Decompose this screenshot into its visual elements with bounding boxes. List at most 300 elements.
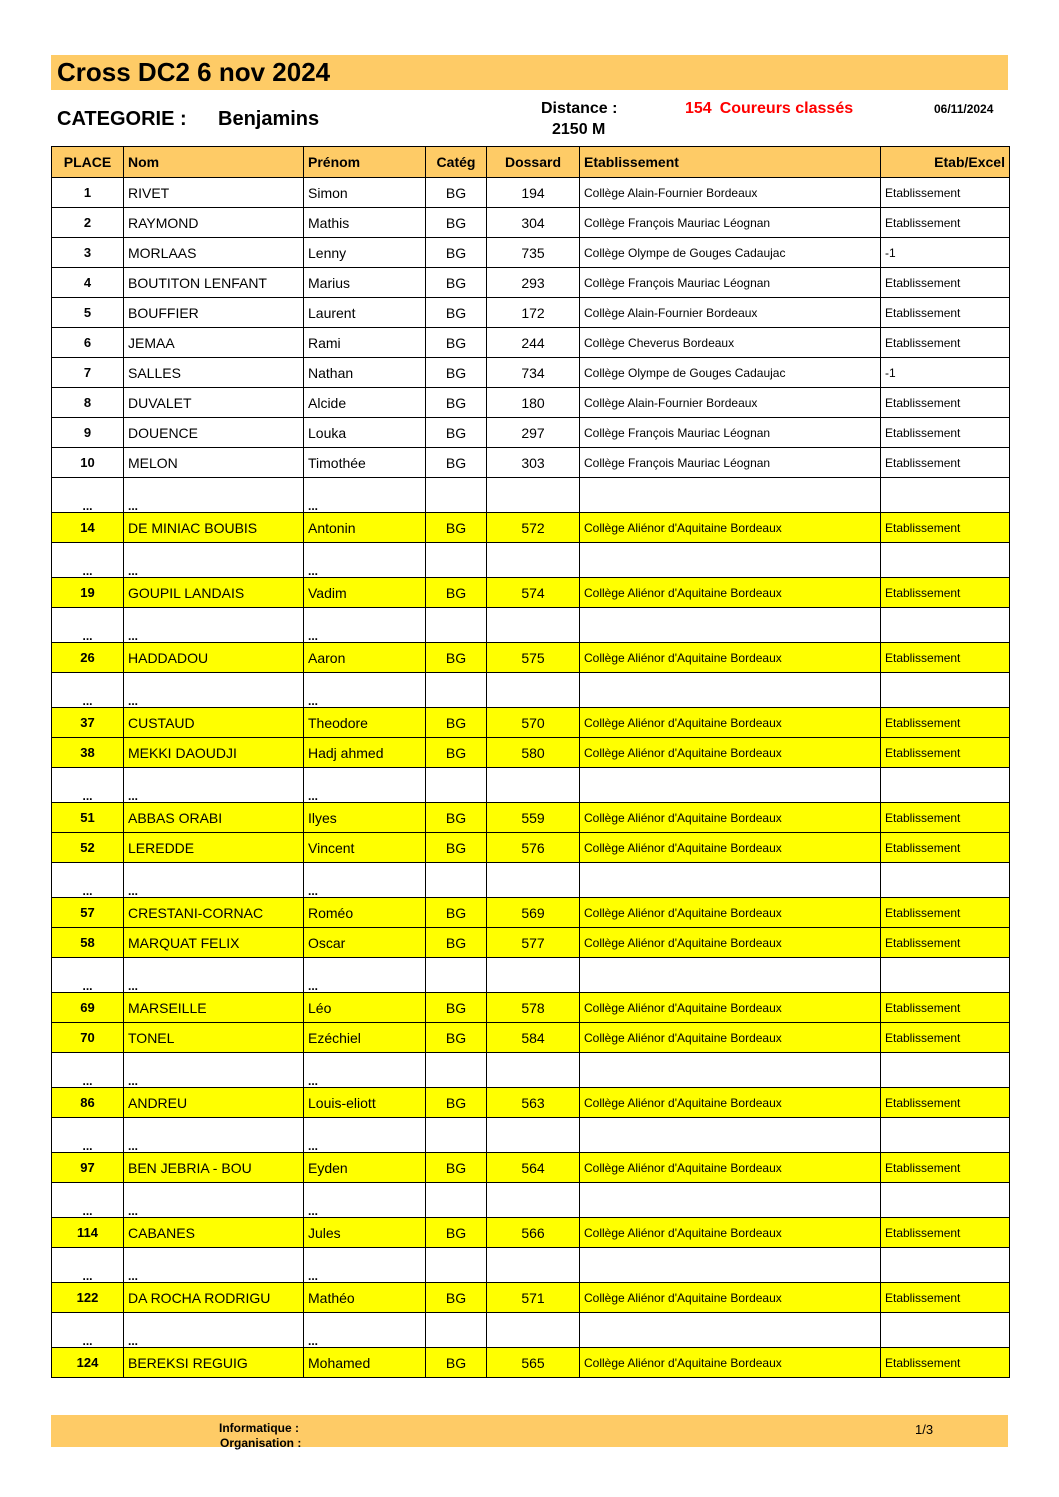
place-cell: 114 [52, 1218, 124, 1248]
prenom-cell: Vadim [304, 578, 426, 608]
empty-cell [881, 1118, 1010, 1153]
categ-cell: BG [426, 803, 487, 833]
etab-excel-cell: Etablissement [881, 993, 1010, 1023]
ellipsis-cell: ... [304, 478, 426, 513]
table-row [52, 993, 1010, 1023]
etab-excel-cell: Etablissement [881, 578, 1010, 608]
empty-cell [881, 673, 1010, 708]
distance-label: Distance : [541, 100, 618, 117]
ellipsis-cell: ... [304, 608, 426, 643]
nom-cell: MEKKI DAOUDJI [124, 738, 304, 768]
prenom-cell: Roméo [304, 898, 426, 928]
etab-excel-cell: Etablissement [881, 738, 1010, 768]
empty-cell [426, 958, 487, 993]
nom-cell: LEREDDE [124, 833, 304, 863]
categ-cell: BG [426, 898, 487, 928]
ellipsis-cell: ... [52, 863, 124, 898]
prenom-cell: Nathan [304, 358, 426, 388]
place-cell: 26 [52, 643, 124, 673]
prenom-cell: Oscar [304, 928, 426, 958]
ellipsis-cell: ... [52, 673, 124, 708]
empty-cell [487, 1183, 580, 1218]
nom-cell: ANDREU [124, 1088, 304, 1118]
dossard-cell: 194 [487, 178, 580, 208]
etablissement-cell: Collège Aliénor d'Aquitaine Bordeaux [580, 513, 881, 543]
ellipsis-cell: ... [124, 958, 304, 993]
empty-cell [426, 543, 487, 578]
empty-cell [487, 958, 580, 993]
prenom-cell: Jules [304, 1218, 426, 1248]
etab-excel-cell: Etablissement [881, 928, 1010, 958]
dossard-cell: 304 [487, 208, 580, 238]
etablissement-cell: Collège Aliénor d'Aquitaine Bordeaux [580, 1023, 881, 1053]
categ-cell: BG [426, 1348, 487, 1378]
category-value: Benjamins [218, 108, 320, 130]
nom-cell: RIVET [124, 178, 304, 208]
nom-cell: ABBAS ORABI [124, 803, 304, 833]
ellipsis-row [52, 673, 1010, 708]
categ-cell: BG [426, 388, 487, 418]
place-cell: 37 [52, 708, 124, 738]
etab-excel-cell: Etablissement [881, 1283, 1010, 1313]
ellipsis-cell: ... [124, 1118, 304, 1153]
empty-cell [487, 543, 580, 578]
runners-label: Coureurs classés [719, 100, 854, 117]
etab-excel-cell: Etablissement [881, 178, 1010, 208]
place-cell: 7 [52, 358, 124, 388]
dossard-cell: 563 [487, 1088, 580, 1118]
empty-cell [426, 478, 487, 513]
etablissement-cell: Collège Olympe de Gouges Cadaujac [580, 238, 881, 268]
prenom-cell: Ilyes [304, 803, 426, 833]
categ-cell: BG [426, 993, 487, 1023]
runners-classified [685, 100, 853, 118]
prenom-cell: Vincent [304, 833, 426, 863]
empty-cell [487, 673, 580, 708]
column-header-etablissement: Etablissement [580, 147, 881, 178]
ellipsis-cell: ... [52, 608, 124, 643]
etablissement-cell: Collège Alain-Fournier Bordeaux [580, 178, 881, 208]
empty-cell [580, 1183, 881, 1218]
ellipsis-cell: ... [52, 1313, 124, 1348]
ellipsis-cell: ... [304, 1183, 426, 1218]
results-table [51, 146, 1010, 1378]
empty-cell [426, 863, 487, 898]
ellipsis-row [52, 958, 1010, 993]
table-row [52, 1023, 1010, 1053]
ellipsis-row [52, 608, 1010, 643]
dossard-cell: 565 [487, 1348, 580, 1378]
title-bar [51, 55, 1008, 90]
ellipsis-cell: ... [124, 543, 304, 578]
distance-value: 2150 M [552, 121, 606, 138]
table-row [52, 388, 1010, 418]
prenom-cell: Eyden [304, 1153, 426, 1183]
column-header-prenom: Prénom [304, 147, 426, 178]
ellipsis-row [52, 1313, 1010, 1348]
ellipsis-row [52, 1118, 1010, 1153]
etab-excel-cell: Etablissement [881, 448, 1010, 478]
categ-cell: BG [426, 298, 487, 328]
etablissement-cell: Collège François Mauriac Léognan [580, 448, 881, 478]
organisation-label: Organisation : [220, 1436, 302, 1450]
table-row [52, 738, 1010, 768]
table-row [52, 928, 1010, 958]
dossard-cell: 735 [487, 238, 580, 268]
prenom-cell: Lenny [304, 238, 426, 268]
etab-excel-cell: Etablissement [881, 1218, 1010, 1248]
table-row [52, 708, 1010, 738]
categ-cell: BG [426, 738, 487, 768]
etablissement-cell: Collège Aliénor d'Aquitaine Bordeaux [580, 803, 881, 833]
empty-cell [426, 673, 487, 708]
ellipsis-cell: ... [124, 768, 304, 803]
place-cell: 51 [52, 803, 124, 833]
column-header-nom: Nom [124, 147, 304, 178]
empty-cell [487, 863, 580, 898]
empty-cell [426, 1118, 487, 1153]
nom-cell: MELON [124, 448, 304, 478]
place-cell: 10 [52, 448, 124, 478]
table-row [52, 1153, 1010, 1183]
dossard-cell: 572 [487, 513, 580, 543]
empty-cell [487, 1118, 580, 1153]
empty-cell [580, 608, 881, 643]
column-header-place: PLACE [52, 147, 124, 178]
empty-cell [580, 768, 881, 803]
dossard-cell: 559 [487, 803, 580, 833]
etablissement-cell: Collège Aliénor d'Aquitaine Bordeaux [580, 708, 881, 738]
place-cell: 69 [52, 993, 124, 1023]
etab-excel-cell: Etablissement [881, 513, 1010, 543]
categ-cell: BG [426, 1023, 487, 1053]
etab-excel-cell: Etablissement [881, 1023, 1010, 1053]
ellipsis-cell: ... [124, 1183, 304, 1218]
nom-cell: MARSEILLE [124, 993, 304, 1023]
ellipsis-cell: ... [124, 863, 304, 898]
table-row [52, 448, 1010, 478]
empty-cell [580, 673, 881, 708]
ellipsis-cell: ... [52, 958, 124, 993]
page-title: Cross DC2 6 nov 2024 [57, 57, 331, 87]
category-label: CATEGORIE : [57, 108, 187, 130]
place-cell: 5 [52, 298, 124, 328]
dossard-cell: 564 [487, 1153, 580, 1183]
etab-excel-cell: Etablissement [881, 1153, 1010, 1183]
table-header-row [52, 147, 1010, 178]
ellipsis-cell: ... [304, 1053, 426, 1088]
place-cell: 58 [52, 928, 124, 958]
place-cell: 52 [52, 833, 124, 863]
categ-cell: BG [426, 208, 487, 238]
ellipsis-cell: ... [52, 1053, 124, 1088]
categ-cell: BG [426, 513, 487, 543]
table-row [52, 1348, 1010, 1378]
empty-cell [881, 608, 1010, 643]
place-cell: 70 [52, 1023, 124, 1053]
etablissement-cell: Collège François Mauriac Léognan [580, 268, 881, 298]
etablissement-cell: Collège François Mauriac Léognan [580, 208, 881, 238]
categ-cell: BG [426, 268, 487, 298]
ellipsis-cell: ... [52, 768, 124, 803]
ellipsis-cell: ... [304, 768, 426, 803]
empty-cell [487, 608, 580, 643]
etablissement-cell: Collège Aliénor d'Aquitaine Bordeaux [580, 1218, 881, 1248]
dossard-cell: 578 [487, 993, 580, 1023]
dossard-cell: 574 [487, 578, 580, 608]
etab-excel-cell: Etablissement [881, 418, 1010, 448]
page-number: 1/3 [915, 1422, 934, 1437]
etablissement-cell: Collège Alain-Fournier Bordeaux [580, 388, 881, 418]
table-row [52, 178, 1010, 208]
empty-cell [487, 478, 580, 513]
nom-cell: CRESTANI-CORNAC [124, 898, 304, 928]
prenom-cell: Timothée [304, 448, 426, 478]
dossard-cell: 584 [487, 1023, 580, 1053]
etab-excel-cell: Etablissement [881, 833, 1010, 863]
etablissement-cell: Collège Aliénor d'Aquitaine Bordeaux [580, 1153, 881, 1183]
place-cell: 14 [52, 513, 124, 543]
etablissement-cell: Collège Aliénor d'Aquitaine Bordeaux [580, 1348, 881, 1378]
dossard-cell: 293 [487, 268, 580, 298]
place-cell: 122 [52, 1283, 124, 1313]
empty-cell [487, 1053, 580, 1088]
etab-excel-cell: Etablissement [881, 898, 1010, 928]
empty-cell [580, 1248, 881, 1283]
prenom-cell: Mathis [304, 208, 426, 238]
footer-bar [51, 1415, 1008, 1450]
ellipsis-cell: ... [304, 1248, 426, 1283]
etablissement-cell: Collège Aliénor d'Aquitaine Bordeaux [580, 928, 881, 958]
empty-cell [580, 958, 881, 993]
empty-cell [580, 478, 881, 513]
place-cell: 1 [52, 178, 124, 208]
categ-cell: BG [426, 1218, 487, 1248]
categ-cell: BG [426, 238, 487, 268]
nom-cell: TONEL [124, 1023, 304, 1053]
dossard-cell: 575 [487, 643, 580, 673]
categ-cell: BG [426, 578, 487, 608]
etablissement-cell: Collège Aliénor d'Aquitaine Bordeaux [580, 833, 881, 863]
ellipsis-cell: ... [304, 1313, 426, 1348]
etab-excel-cell: Etablissement [881, 388, 1010, 418]
empty-cell [881, 478, 1010, 513]
empty-cell [426, 608, 487, 643]
column-header-categ: Catég [426, 147, 487, 178]
ellipsis-cell: ... [124, 1053, 304, 1088]
ellipsis-cell: ... [124, 608, 304, 643]
empty-cell [580, 1313, 881, 1348]
nom-cell: MARQUAT FELIX [124, 928, 304, 958]
table-row [52, 513, 1010, 543]
ellipsis-cell: ... [52, 1183, 124, 1218]
nom-cell: BEN JEBRIA - BOU [124, 1153, 304, 1183]
etab-excel-cell: Etablissement [881, 298, 1010, 328]
prenom-cell: Hadj ahmed [304, 738, 426, 768]
categ-cell: BG [426, 178, 487, 208]
table-row [52, 358, 1010, 388]
etablissement-cell: Collège Aliénor d'Aquitaine Bordeaux [580, 578, 881, 608]
etab-excel-cell: -1 [881, 358, 1010, 388]
prenom-cell: Mohamed [304, 1348, 426, 1378]
dossard-cell: 734 [487, 358, 580, 388]
place-cell: 19 [52, 578, 124, 608]
empty-cell [580, 1053, 881, 1088]
ellipsis-cell: ... [304, 543, 426, 578]
table-row [52, 578, 1010, 608]
ellipsis-cell: ... [52, 1118, 124, 1153]
prenom-cell: Rami [304, 328, 426, 358]
nom-cell: CUSTAUD [124, 708, 304, 738]
etab-excel-cell: Etablissement [881, 1088, 1010, 1118]
categ-cell: BG [426, 643, 487, 673]
dossard-cell: 576 [487, 833, 580, 863]
etab-excel-cell: Etablissement [881, 328, 1010, 358]
prenom-cell: Antonin [304, 513, 426, 543]
empty-cell [487, 1248, 580, 1283]
dossard-cell: 244 [487, 328, 580, 358]
etablissement-cell: Collège Aliénor d'Aquitaine Bordeaux [580, 1283, 881, 1313]
empty-cell [580, 1118, 881, 1153]
empty-cell [426, 1248, 487, 1283]
column-header-etab-excel: Etab/Excel [881, 147, 1010, 178]
prenom-cell: Louka [304, 418, 426, 448]
ellipsis-row [52, 543, 1010, 578]
table-row [52, 643, 1010, 673]
etab-excel-cell: Etablissement [881, 208, 1010, 238]
runners-count: 154 [685, 100, 712, 117]
ellipsis-cell: ... [124, 1313, 304, 1348]
empty-cell [881, 863, 1010, 898]
nom-cell: DOUENCE [124, 418, 304, 448]
dossard-cell: 566 [487, 1218, 580, 1248]
place-cell: 8 [52, 388, 124, 418]
nom-cell: DE MINIAC BOUBIS [124, 513, 304, 543]
table-row [52, 418, 1010, 448]
ellipsis-cell: ... [52, 1248, 124, 1283]
etablissement-cell: Collège Aliénor d'Aquitaine Bordeaux [580, 898, 881, 928]
ellipsis-cell: ... [304, 863, 426, 898]
dossard-cell: 180 [487, 388, 580, 418]
etablissement-cell: Collège Aliénor d'Aquitaine Bordeaux [580, 643, 881, 673]
ellipsis-cell: ... [124, 478, 304, 513]
empty-cell [426, 1313, 487, 1348]
categ-cell: BG [426, 418, 487, 448]
nom-cell: BOUTITON LENFANT [124, 268, 304, 298]
ellipsis-cell: ... [52, 543, 124, 578]
place-cell: 6 [52, 328, 124, 358]
ellipsis-cell: ... [304, 1118, 426, 1153]
prenom-cell: Louis-eliott [304, 1088, 426, 1118]
ellipsis-cell: ... [124, 1248, 304, 1283]
etab-excel-cell: Etablissement [881, 268, 1010, 298]
prenom-cell: Simon [304, 178, 426, 208]
table-row [52, 833, 1010, 863]
place-cell: 124 [52, 1348, 124, 1378]
ellipsis-row [52, 1183, 1010, 1218]
nom-cell: SALLES [124, 358, 304, 388]
etab-excel-cell: Etablissement [881, 1348, 1010, 1378]
ellipsis-row [52, 1053, 1010, 1088]
etablissement-cell: Collège Cheverus Bordeaux [580, 328, 881, 358]
dossard-cell: 570 [487, 708, 580, 738]
nom-cell: BOUFFIER [124, 298, 304, 328]
dossard-cell: 297 [487, 418, 580, 448]
prenom-cell: Mathéo [304, 1283, 426, 1313]
empty-cell [426, 1183, 487, 1218]
empty-cell [881, 543, 1010, 578]
empty-cell [881, 768, 1010, 803]
empty-cell [426, 768, 487, 803]
dossard-cell: 569 [487, 898, 580, 928]
empty-cell [881, 1183, 1010, 1218]
etablissement-cell: Collège Olympe de Gouges Cadaujac [580, 358, 881, 388]
nom-cell: CABANES [124, 1218, 304, 1248]
etablissement-cell: Collège Aliénor d'Aquitaine Bordeaux [580, 993, 881, 1023]
ellipsis-cell: ... [124, 673, 304, 708]
prenom-cell: Ezéchiel [304, 1023, 426, 1053]
nom-cell: BEREKSI REGUIG [124, 1348, 304, 1378]
place-cell: 2 [52, 208, 124, 238]
ellipsis-cell: ... [304, 673, 426, 708]
results-body [52, 178, 1010, 1378]
prenom-cell: Marius [304, 268, 426, 298]
etab-excel-cell: -1 [881, 238, 1010, 268]
ellipsis-cell: ... [304, 958, 426, 993]
prenom-cell: Alcide [304, 388, 426, 418]
table-row [52, 1218, 1010, 1248]
categ-cell: BG [426, 1283, 487, 1313]
empty-cell [881, 958, 1010, 993]
place-cell: 86 [52, 1088, 124, 1118]
ellipsis-cell: ... [52, 478, 124, 513]
place-cell: 38 [52, 738, 124, 768]
dossard-cell: 303 [487, 448, 580, 478]
dossard-cell: 580 [487, 738, 580, 768]
empty-cell [881, 1313, 1010, 1348]
categ-cell: BG [426, 1153, 487, 1183]
place-cell: 9 [52, 418, 124, 448]
table-row [52, 898, 1010, 928]
empty-cell [881, 1248, 1010, 1283]
categ-cell: BG [426, 928, 487, 958]
table-row [52, 1088, 1010, 1118]
prenom-cell: Theodore [304, 708, 426, 738]
empty-cell [487, 1313, 580, 1348]
ellipsis-row [52, 1248, 1010, 1283]
categ-cell: BG [426, 358, 487, 388]
dossard-cell: 577 [487, 928, 580, 958]
place-cell: 4 [52, 268, 124, 298]
prenom-cell: Léo [304, 993, 426, 1023]
report-date: 06/11/2024 [934, 102, 994, 116]
table-row [52, 1283, 1010, 1313]
table-row [52, 268, 1010, 298]
empty-cell [881, 1053, 1010, 1088]
ellipsis-row [52, 863, 1010, 898]
etablissement-cell: Collège Aliénor d'Aquitaine Bordeaux [580, 1088, 881, 1118]
empty-cell [580, 863, 881, 898]
nom-cell: GOUPIL LANDAIS [124, 578, 304, 608]
place-cell: 57 [52, 898, 124, 928]
table-row [52, 238, 1010, 268]
etab-excel-cell: Etablissement [881, 708, 1010, 738]
table-row [52, 328, 1010, 358]
empty-cell [580, 543, 881, 578]
dossard-cell: 172 [487, 298, 580, 328]
nom-cell: RAYMOND [124, 208, 304, 238]
table-row [52, 208, 1010, 238]
